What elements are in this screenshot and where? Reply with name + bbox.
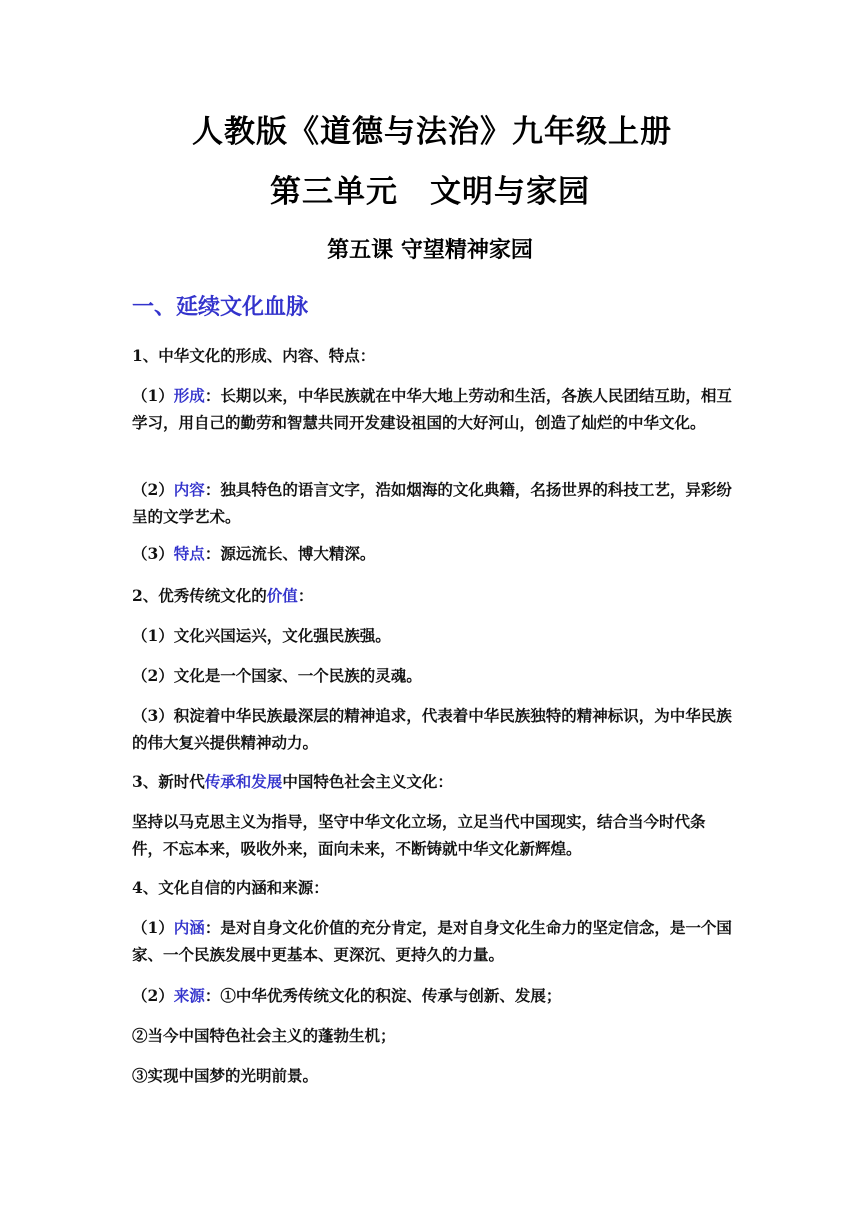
lesson-title: 第五课 守望精神家园 (327, 237, 533, 263)
paragraph-connotation: （1）内涵：是对自身文化价值的充分肯定，是对自身文化生命力的坚定信念，是一个国家、一个民族发展中更基本、更深沉、更持久的力量。 (132, 918, 732, 964)
keyword-value: 价值 (266, 586, 298, 605)
paragraph-source-3: ③实现中国梦的光明前景。 (132, 1066, 319, 1085)
section-heading: 一、延续文化血脉 (132, 294, 309, 320)
keyword-features: 特点 (173, 544, 205, 563)
keyword-connotation: 内涵 (173, 918, 205, 937)
keyword-formation: 形成 (173, 386, 205, 405)
paragraph-value-1: （1）文化兴国运兴，文化强民族强。 (132, 626, 391, 645)
document-title: 人教版《道德与法治》九年级上册 (192, 114, 672, 150)
question-4-heading: 4、文化自信的内涵和来源： (132, 878, 329, 897)
paragraph-value-3: （3）积淀着中华民族最深层的精神追求，代表着中华民族独特的精神标识，为中华民族的伟大复兴提供精神动力。 (132, 706, 732, 752)
paragraph-new-era: 坚持以马克思主义为指导，坚守中华文化立场，立足当代中国现实，结合当今时代条件，不忘本来，吸收外来，面向未来，不断铸就中华文化新辉煌。 (132, 812, 706, 858)
keyword-source: 来源 (173, 986, 205, 1005)
question-3-heading: 3、新时代传承和发展中国特色社会主义文化： (132, 772, 453, 791)
paragraph-formation: （1）形成：长期以来，中华民族就在中华大地上劳动和生活，各族人民团结互助，相互学习，用自己的勤劳和智慧共同开发建设祖国的大好河山，创造了灿烂的中华文化。 (132, 386, 732, 432)
paragraph-source: （2）来源：①中华优秀传统文化的积淀、传承与创新、发展； (132, 986, 562, 1005)
question-1-heading: 1、中华文化的形成、内容、特点： (132, 346, 376, 365)
paragraph-features: （3）特点：源远流长、博大精深。 (132, 544, 376, 563)
paragraph-content: （2）内容：独具特色的语言文字，浩如烟海的文化典籍，名扬世界的科技工艺，异彩纷呈的文学艺术。 (132, 480, 732, 526)
keyword-inherit-develop: 传承和发展 (204, 772, 283, 791)
question-2-heading: 2、优秀传统文化的价值： (132, 586, 314, 605)
keyword-content: 内容 (173, 480, 205, 499)
unit-title: 第三单元 文明与家园 (270, 174, 590, 210)
paragraph-source-2: ②当今中国特色社会主义的蓬勃生机； (132, 1026, 396, 1045)
paragraph-value-2: （2）文化是一个国家、一个民族的灵魂。 (132, 666, 422, 685)
